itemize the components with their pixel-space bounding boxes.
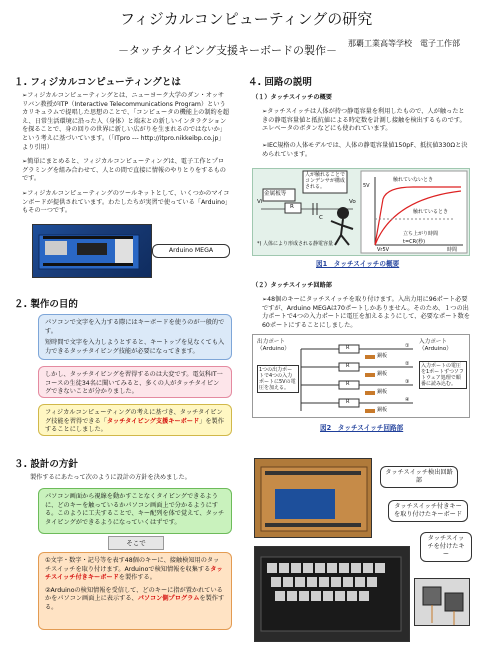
fig1-time: 時間	[447, 247, 458, 253]
fig1-r: R	[290, 204, 294, 210]
purpose-pink: しかし、タッチタイピングを習得するのは大変です。電気科IT一コースの生徒34名に聞いてみると、多くの人がタッチタイピングできないことが分かりました。	[45, 371, 223, 396]
policy-orange-box	[38, 552, 232, 630]
policy-o2b: パソコン側プログラム	[137, 595, 200, 603]
purpose-blue-1: パソコンで文字を入力する際にはキーボードを使うのが一般的です。	[45, 319, 225, 335]
policy-green-box	[38, 488, 232, 534]
circuit-board-icon	[255, 459, 372, 538]
section-4-p1: ➢タッチスイッチは人体が持つ静電容量を利用したもので、人が触ったときの静電容量値と抵抗値による時定数を計測し接触を検出するものです。エレベータのボタンなどにも使われています。	[262, 108, 466, 133]
fig2-r4: R	[346, 399, 350, 405]
key-switch-photo	[414, 578, 470, 626]
arduino-photo	[32, 224, 152, 278]
policy-o2c: を製作する。	[45, 595, 225, 611]
section-1-p2: ➢簡単にまとめると、フィジカルコンピューティングは、電子工作とプログラミングを組み合わせて、人との間で直接に情報のやりとりをするものです。	[22, 158, 226, 183]
figure-2-caption: 図2 タッチスイッチ回路部	[320, 424, 404, 432]
purpose-blue-box	[38, 314, 232, 360]
section-3-heading: ３. 設計の方針	[14, 459, 78, 470]
photo-caption-2: タッチスイッチ付きキーを取り付けたキーボード	[388, 500, 468, 522]
section-4-heading: ４. 回路の説明	[248, 77, 312, 88]
fig2-n3: ③	[405, 379, 410, 385]
purpose-blue-2: 短時間で文字を入力しようとすると、キートップを見なくても入力できるタッチタイピング技能が必要になってきます。	[45, 339, 225, 355]
policy-o1a: ①文字・数字・記号等を表す48個のキーに、接触検知用のタッチスイッチを取り付けます。Arduinoで検知情報を収集する	[45, 557, 220, 573]
fig1-vth: Vr5V	[377, 247, 390, 253]
figure-1	[252, 168, 470, 256]
fig1-human-note: 人が触れることでコンデンサが構成される。	[305, 172, 346, 190]
fig2-n1: ①	[405, 343, 410, 349]
section-3-intro: 製作するにあたって次のように設計の方針を決めました。	[30, 474, 191, 481]
policy-o2a: ②Arduinoの検知情報を受信して、どのキーに指が置かれているかをパソコン画面上に表示する、	[45, 586, 223, 603]
page-subtitle: －タッチタイピング支援キーボードの製作－	[118, 44, 338, 57]
purpose-yellow-b: タッチタイピング支援キーボード	[106, 417, 200, 425]
fig1-rise: 立ち上がり時間	[403, 231, 439, 237]
fig1-c: C	[319, 215, 323, 221]
fig2-in-note: 入力ポートの電圧を1ポートずつソフトウェア処理で順番に読み込む。	[419, 361, 467, 389]
fig1-metal: 金属板等	[264, 191, 287, 197]
section-1-p1: ➢フィジカルコンピューティングとは、ニューヨーク大学のダン・オッサリバン教授がITP（Interactive Telecommunications Program）というカリキュラムで提唱した思想のことで、「コンピュータの機能上の制約を超え、日常生活環境に沿った人（身体）と端末との新しいインタラクションを探ることで、身の回りの世界に新しい広がりを生まれるのではないか」という考えに基づいています。（「ITpro --- http://itpro.nikkeibp.co.jp」より引用）	[22, 92, 230, 151]
section-2-heading: ２. 製作の目的	[14, 299, 78, 310]
figure-2	[252, 334, 470, 418]
fig1-v5: 5V	[363, 183, 370, 189]
section-1-p3: ➢フィジカルコンピューティングのツールキットとして、いくつかのマイコンボードが提供されています。わたしたちが実習で使っている「Arduino」もその一つです。	[22, 190, 230, 215]
fig2-n2: ②	[405, 361, 410, 367]
policy-o1c: を製作する。	[118, 574, 156, 582]
keyboard-photo	[254, 546, 410, 642]
key-icon	[415, 579, 470, 626]
fig1-vo: Vo	[349, 199, 356, 205]
photo-caption-1: タッチスイッチ検出回路部	[380, 466, 458, 488]
purpose-yellow-c: 」を製作することにしました。	[45, 417, 224, 434]
fig1-vi: Vi	[257, 199, 263, 205]
section-4-p3: ➢48個のキーにタッチスイッチを取り付けます。入出力用に96ポート必要ですが、Arduino MEGAは70ポートしかありません。そのため、１つの出力ポートで4つの入力ポートに電圧を加えるようにして、必要なポート数を60ポートにすることにしました。	[262, 296, 470, 329]
fig1-touch: 触れているとき	[413, 209, 449, 215]
keyboard-icon	[255, 547, 410, 642]
fig2-in-port: 入力ポート（Arduino）	[419, 339, 452, 353]
policy-green: パソコン画面から視線を動かすことなくタイピングできるように、どのキーを触っているかパソコン画面上で分かるようにする。このように工夫することで、キー配列を体で覚えて、タッチタイピングができるようになっていくはずです。	[45, 493, 225, 526]
photo-caption-3: タッチスイッチを付けたキー	[420, 532, 472, 562]
purpose-yellow-box	[38, 404, 232, 436]
therefore-arrow: そこで	[108, 536, 164, 550]
section-4-p2: ➢IEC規格の人体モデルでは、人体の静電容量値150pF、抵抗値330Ωと決められています。	[262, 142, 468, 158]
purpose-yellow-a: フィジカルコンピューティングの考えに基づき、タッチタイピング技能を習得できる「	[45, 409, 223, 425]
policy-o1b: タッチスイッチ付きキーボード	[45, 565, 223, 582]
fig1-human-note2: *) 人体により形成される静電容量	[257, 241, 334, 247]
section-4-sub1: （１）タッチスイッチの概要	[252, 94, 332, 101]
section-1-heading: １. フィジカルコンピューティングとは	[14, 77, 181, 88]
page-title: フィジカルコンピューティングの研究	[120, 10, 373, 28]
arduino-board-icon	[33, 225, 152, 278]
detector-circuit-photo	[254, 458, 372, 538]
arduino-label: Arduino MEGA	[152, 244, 230, 258]
fig2-out-port: 出力ポート（Arduino）	[257, 339, 290, 353]
school-name: 那覇工業高等学校 電子工作部	[348, 39, 460, 48]
fig2-plate2: 銅板	[377, 371, 388, 377]
fig2-out-note: 1つの出力ポートで4つの入力ポートに5Vの電圧を加える。	[257, 365, 299, 393]
fig1-not-touch: 触れていないとき	[393, 177, 434, 183]
fig2-plate1: 銅板	[377, 353, 388, 359]
section-4-sub2: （２）タッチスイッチ回路部	[252, 282, 332, 289]
fig1-tcr: t=CR(秒)	[403, 239, 426, 245]
fig2-r3: R	[346, 381, 350, 387]
fig2-plate4: 銅板	[377, 407, 388, 413]
fig2-r2: R	[346, 363, 350, 369]
fig2-r1: R	[346, 345, 350, 351]
figure-1-caption: 図1 タッチスイッチの概要	[316, 260, 400, 268]
fig2-n4: ④	[405, 397, 410, 403]
purpose-pink-box	[38, 366, 232, 398]
fig2-plate3: 銅板	[377, 389, 388, 395]
